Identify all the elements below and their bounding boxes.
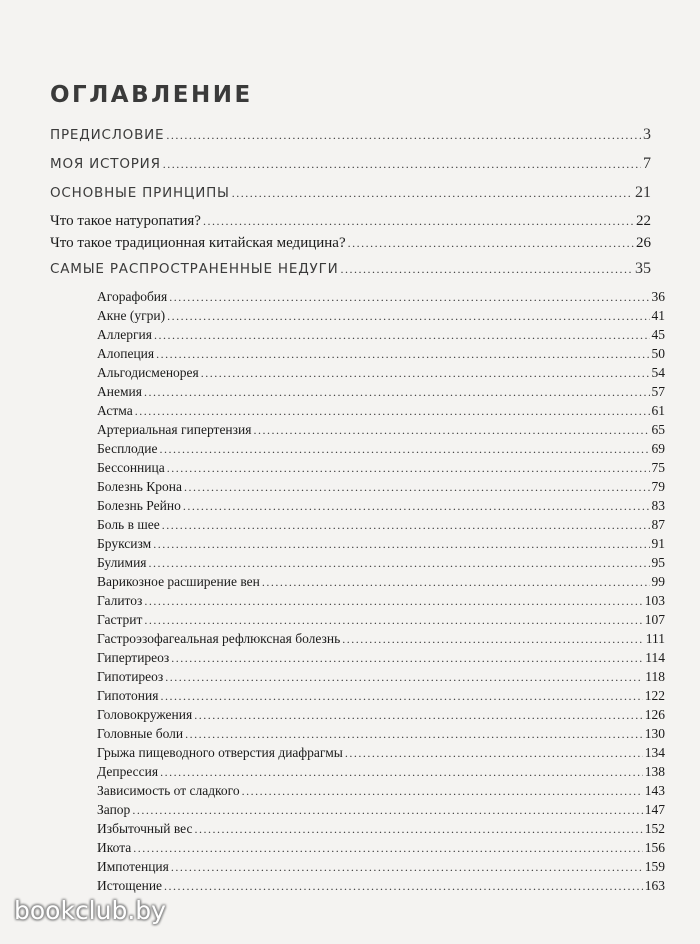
- toc-entry: [97, 403, 665, 419]
- toc-entry-page: 3: [643, 126, 651, 143]
- dot-leader: [253, 423, 649, 438]
- dot-leader: [341, 262, 633, 277]
- dot-leader: [166, 128, 641, 143]
- toc-entry-page: 21: [635, 184, 651, 201]
- toc-entry-label: Боль в шее: [97, 517, 160, 532]
- dot-leader: [132, 803, 642, 818]
- toc-entry-label: Альгодисменорея: [97, 365, 199, 380]
- toc-entry-page: 159: [644, 859, 665, 874]
- toc-entry: [97, 308, 665, 324]
- toc-entry: [97, 441, 665, 457]
- toc-entry-label: Что такое традиционная китайская медицина?: [50, 235, 346, 251]
- toc-entry: [97, 783, 665, 799]
- toc-entry: [97, 878, 665, 894]
- dot-leader: [149, 556, 650, 571]
- toc-entry-page: 79: [651, 479, 665, 494]
- toc-entry-label: Гастроэзофагеальная рефлюксная болезнь: [97, 631, 341, 646]
- toc-entry-page: 91: [651, 536, 665, 551]
- toc-entry-label: Болезнь Крона: [97, 479, 183, 494]
- toc-entry: [97, 460, 665, 476]
- toc-entry-page: 7: [643, 155, 651, 172]
- dot-leader: [135, 404, 650, 419]
- toc-entry-page: 41: [651, 308, 665, 323]
- toc-entry-page: 138: [644, 764, 665, 779]
- toc-entry-label: Алопеция: [97, 346, 155, 361]
- dot-leader: [133, 841, 642, 856]
- dot-leader: [203, 214, 634, 229]
- toc-entry: [97, 612, 665, 628]
- toc-entry-page: 143: [644, 783, 665, 798]
- toc-entry: [50, 260, 651, 278]
- toc-entry-label: Акне (угри): [97, 308, 166, 323]
- toc-entry-page: 35: [635, 260, 651, 277]
- toc-entry: [97, 422, 665, 438]
- toc-entry-label: ОСНОВНЫЕ ПРИНЦИПЫ: [50, 185, 230, 201]
- toc-entry-label: Гипертиреоз: [97, 650, 170, 665]
- toc-entry: [50, 235, 651, 252]
- dot-leader: [342, 632, 644, 647]
- toc-entry-page: 57: [651, 384, 665, 399]
- toc-entry-page: 126: [644, 707, 665, 722]
- dot-leader: [144, 594, 642, 609]
- toc-entry-label: Бруксизм: [97, 536, 152, 551]
- toc-entry-page: 65: [651, 422, 665, 437]
- toc-entry-label: Что такое натуропатия?: [50, 213, 201, 229]
- dot-leader: [144, 613, 642, 628]
- toc-entry-label: Грыжа пищеводного отверстия диафрагмы: [97, 745, 343, 760]
- toc-entry-page: 99: [651, 574, 665, 589]
- toc-entry: [97, 327, 665, 343]
- dot-leader: [167, 309, 649, 324]
- site-watermark: bookclub.by: [14, 896, 166, 925]
- toc-entry-label: Гастрит: [97, 612, 143, 627]
- toc-entry-page: 50: [651, 346, 665, 361]
- toc-entry-page: 130: [644, 726, 665, 741]
- dot-leader: [242, 784, 643, 799]
- toc-entry-label: Булимия: [97, 555, 147, 570]
- dot-leader: [194, 822, 642, 837]
- toc-entry-page: 103: [644, 593, 665, 608]
- toc-entry-page: 95: [651, 555, 665, 570]
- toc-entry-page: 87: [651, 517, 665, 532]
- toc-entry-label: Астма: [97, 403, 133, 418]
- toc-entry-page: 163: [644, 878, 665, 893]
- toc-entry: [97, 631, 665, 647]
- toc-entry-page: 36: [651, 289, 665, 304]
- dot-leader: [194, 708, 643, 723]
- dot-leader: [164, 879, 643, 894]
- dot-leader: [167, 461, 650, 476]
- toc-entry-label: МОЯ ИСТОРИЯ: [50, 156, 161, 172]
- dot-leader: [165, 670, 643, 685]
- toc-entry-page: 22: [636, 213, 651, 229]
- toc-entry: [97, 479, 665, 495]
- dot-leader: [262, 575, 650, 590]
- dot-leader: [201, 366, 650, 381]
- toc-entry-label: Болезнь Рейно: [97, 498, 181, 513]
- dot-leader: [171, 651, 643, 666]
- toc-entry: [97, 365, 665, 381]
- toc-entry-page: 83: [651, 498, 665, 513]
- toc-entry: [50, 126, 651, 144]
- toc-entry-label: САМЫЕ РАСПРОСТРАНЕННЫЕ НЕДУГИ: [50, 261, 339, 277]
- toc-entry: [97, 745, 665, 761]
- dot-leader: [171, 860, 643, 875]
- toc-entry-page: 69: [651, 441, 665, 456]
- toc-entry: [50, 155, 651, 173]
- toc-entry: [97, 688, 665, 704]
- dot-leader: [184, 480, 649, 495]
- dot-leader: [154, 328, 650, 343]
- dot-leader: [345, 746, 643, 761]
- toc-entry: [50, 184, 651, 202]
- toc-entry-page: 111: [645, 631, 665, 646]
- dot-leader: [153, 537, 649, 552]
- toc-entry: [97, 289, 665, 305]
- toc-entry-label: ПРЕДИСЛОВИЕ: [50, 127, 165, 143]
- toc-entry-label: Избыточный вес: [97, 821, 193, 836]
- toc-entry: [97, 555, 665, 571]
- toc-entry-page: 61: [651, 403, 665, 418]
- toc-entry-page: 114: [645, 650, 665, 665]
- toc-entry-page: 26: [636, 235, 651, 251]
- toc-entry-label: Головокружения: [97, 707, 193, 722]
- toc-entry-page: 122: [644, 688, 665, 703]
- toc-entry: [97, 764, 665, 780]
- toc-entry: [97, 498, 665, 514]
- toc-entry-label: Зависимость от сладкого: [97, 783, 240, 798]
- toc-entry-label: Икота: [97, 840, 132, 855]
- toc-entry-page: 54: [651, 365, 665, 380]
- toc-title: ОГЛАВЛЕНИЕ: [50, 82, 253, 108]
- dot-leader: [348, 236, 634, 251]
- toc-entry-label: Анемия: [97, 384, 142, 399]
- toc-entry-label: Истощение: [97, 878, 163, 893]
- toc-entry-label: Запор: [97, 802, 131, 817]
- toc-entry: [97, 650, 665, 666]
- toc-entry-page: 134: [644, 745, 665, 760]
- toc-entry-label: Гипотония: [97, 688, 159, 703]
- dot-leader: [160, 689, 642, 704]
- dot-leader: [144, 385, 650, 400]
- toc-entry-page: 147: [644, 802, 665, 817]
- toc-entry: [97, 574, 665, 590]
- toc-entry: [97, 726, 665, 742]
- toc-entry-label: Депрессия: [97, 764, 159, 779]
- toc-entry-page: 45: [651, 327, 665, 342]
- toc-entry: [97, 821, 665, 837]
- toc-entry: [97, 840, 665, 856]
- dot-leader: [160, 765, 643, 780]
- toc-entry: [97, 346, 665, 362]
- toc-entry: [97, 536, 665, 552]
- toc-entry: [97, 517, 665, 533]
- toc-entry: [97, 802, 665, 818]
- toc-entry-label: Галитоз: [97, 593, 143, 608]
- dot-leader: [162, 518, 650, 533]
- dot-leader: [169, 290, 649, 305]
- dot-leader: [183, 499, 650, 514]
- toc-entry: [97, 707, 665, 723]
- toc-entry-label: Импотенция: [97, 859, 169, 874]
- toc-entry-label: Артериальная гипертензия: [97, 422, 252, 437]
- dot-leader: [156, 347, 649, 362]
- dot-leader: [232, 186, 633, 201]
- toc-entry: [97, 593, 665, 609]
- dot-leader: [185, 727, 643, 742]
- dot-leader: [159, 442, 649, 457]
- toc-entry: [50, 213, 651, 230]
- toc-entry-label: Бесплодие: [97, 441, 158, 456]
- toc-entry-label: Головные боли: [97, 726, 184, 741]
- toc-entry-page: 156: [644, 840, 665, 855]
- toc-entry-label: Агорафобия: [97, 289, 168, 304]
- toc-entry: [97, 859, 665, 875]
- toc-entry-page: 75: [651, 460, 665, 475]
- toc-entry-label: Аллергия: [97, 327, 152, 342]
- toc-entry-label: Варикозное расширение вен: [97, 574, 260, 589]
- toc-entry-page: 152: [644, 821, 665, 836]
- toc-entry-label: Бессонница: [97, 460, 165, 475]
- toc-entry-label: Гипотиреоз: [97, 669, 164, 684]
- dot-leader: [163, 157, 641, 172]
- toc-entry-page: 118: [645, 669, 665, 684]
- toc-entry-page: 107: [644, 612, 665, 627]
- toc-entry: [97, 669, 665, 685]
- toc-entry: [97, 384, 665, 400]
